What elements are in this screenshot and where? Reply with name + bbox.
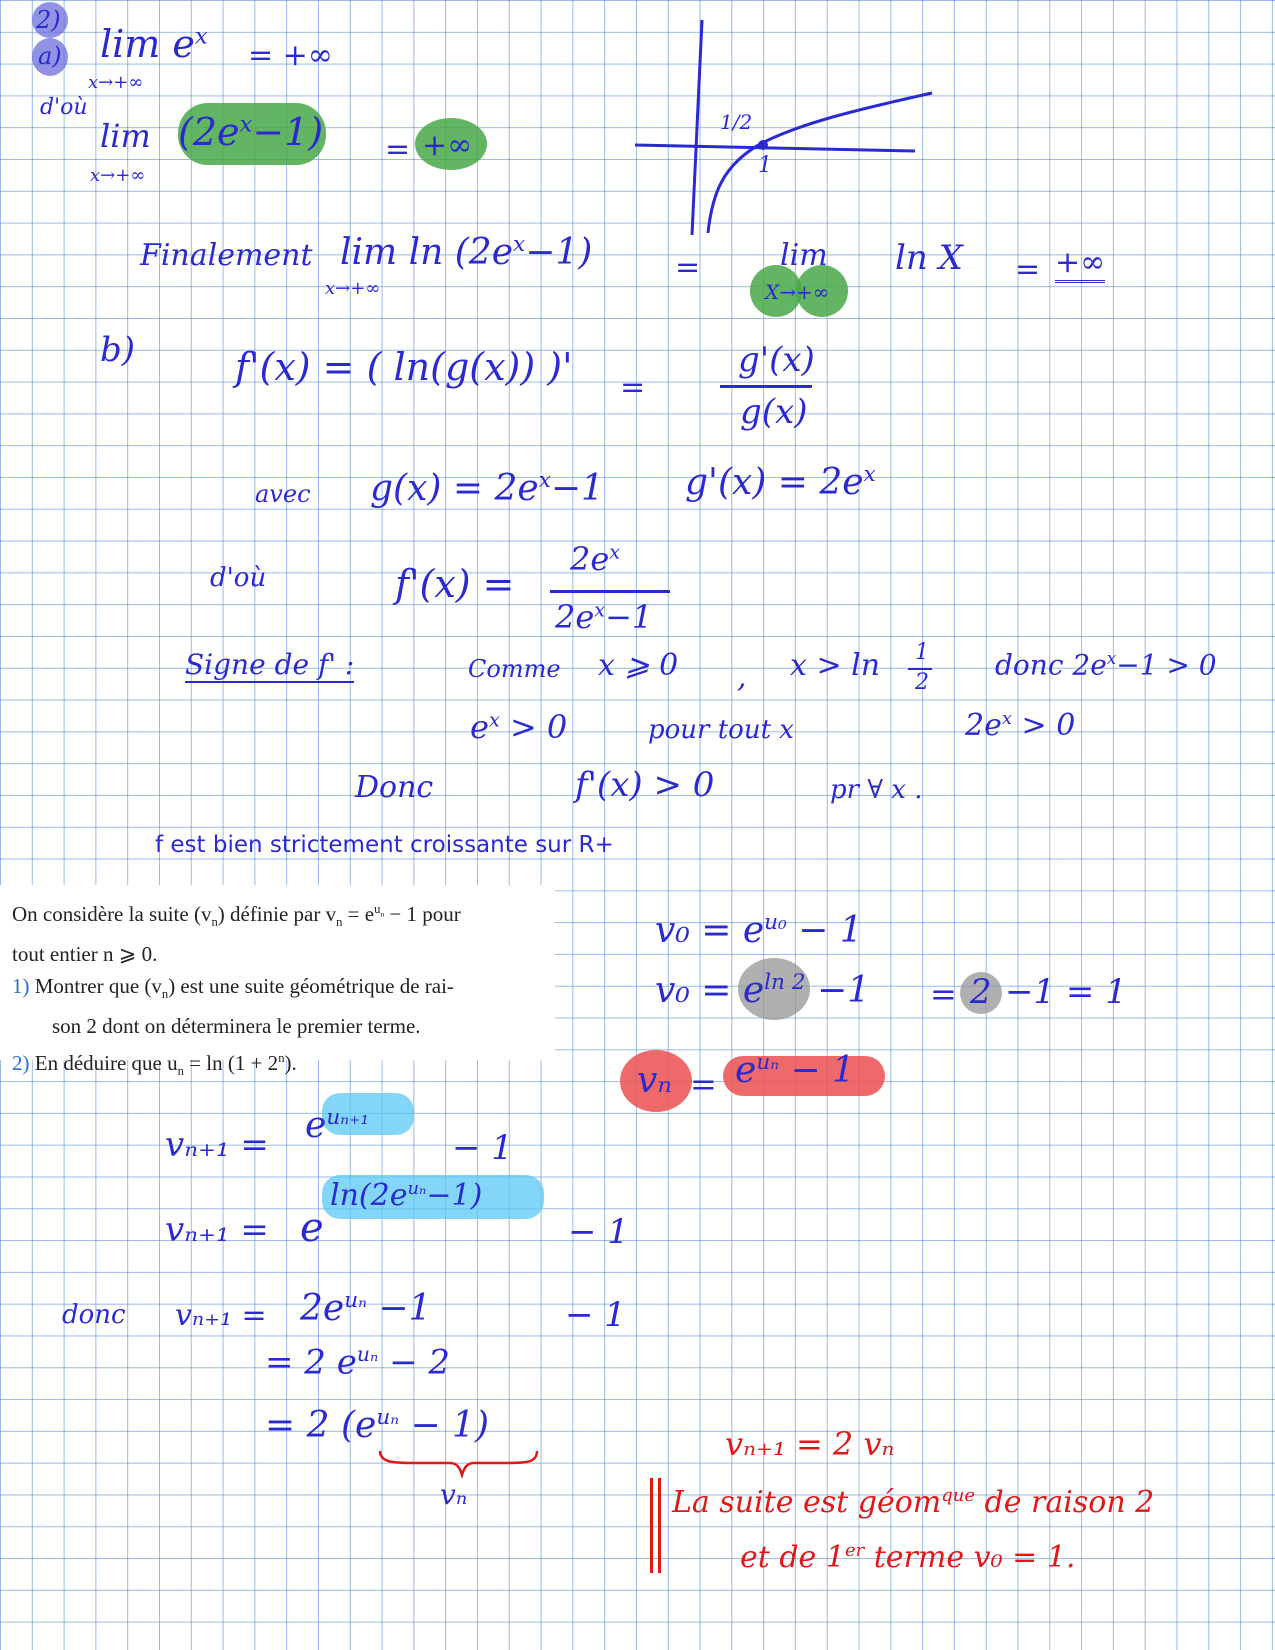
- dou-b: d'où: [210, 563, 267, 593]
- typed-conclusion: f est bien strictement croissante sur R+: [155, 832, 614, 858]
- gp-def: $g'(x) = 2e^x$: [685, 462, 876, 503]
- graph-x-axis: [635, 145, 915, 151]
- vn1-a-rhs: $e^{u_{n+1}}$: [305, 1105, 370, 1146]
- conclusion-bar-2: [658, 1478, 661, 1573]
- v0-two: 2: [970, 972, 992, 1012]
- line-d: = 2 $e^{u_n} - 2$: [265, 1342, 451, 1383]
- final-sub: x→+∞: [325, 278, 381, 299]
- lim2-result: +∞: [422, 128, 473, 163]
- conclusion-line2: et de 1er terme v₀ = 1.: [740, 1540, 1076, 1575]
- brace-label: vₙ: [440, 1478, 468, 1511]
- deriv: f'(x) = ( ln(g(x)) )': [235, 345, 573, 389]
- label-b: b): [100, 330, 136, 370]
- vn1-a: vₙ₊₁ =: [165, 1125, 269, 1165]
- fp-pos: f'(x) > 0: [575, 765, 715, 805]
- final-lim2: lim: [780, 238, 828, 273]
- ex-pos: $e^x > 0$: [470, 708, 568, 746]
- deriv-eq: =: [620, 370, 646, 405]
- graph-one-label: 1: [758, 153, 772, 178]
- v0-line2-eq: =: [930, 975, 957, 1013]
- donc-pos: donc $2e^x-1 > 0$: [995, 648, 1217, 682]
- ln-graph: [630, 15, 950, 240]
- relation: vₙ₊₁ = 2 vₙ: [725, 1425, 895, 1463]
- exercise-line2: tout entier n ⩾ 0.: [12, 942, 158, 967]
- final-lim: $\lim \ln (2e^x-1)$: [340, 232, 593, 273]
- donc-c: donc: [62, 1300, 126, 1330]
- pour-tout: pour tout x: [648, 715, 794, 745]
- exercise-q1-cont: son 2 dont on déterminera le premier terme.: [52, 1014, 421, 1039]
- fp: f'(x) =: [395, 562, 515, 606]
- vn1-b-tail: − 1: [568, 1212, 629, 1252]
- graph-half-label: 1/2: [720, 110, 753, 134]
- x-gt-ln: x > ln: [790, 648, 881, 683]
- v0-line1: $v_0 = e^{u_0} - 1$: [655, 910, 863, 951]
- frac-bar: [720, 385, 812, 388]
- signe-heading: Signe de f' :: [185, 648, 355, 681]
- pr-tout: pr ∀ x .: [830, 775, 923, 805]
- ln-frac-den: 2: [915, 670, 929, 695]
- label-a: a): [38, 42, 62, 70]
- frac-num: g'(x): [738, 340, 815, 380]
- comme: Comme: [468, 655, 561, 683]
- avec: avec: [255, 480, 311, 508]
- vn1-b-exp: $\ln(2e^{u_n}-1)$: [330, 1178, 483, 1213]
- final-eq2: =: [1015, 252, 1041, 287]
- underbrace: [375, 1448, 545, 1478]
- v0-result: −1 = 1: [1005, 972, 1127, 1012]
- lim1: $\lim e^x$: [100, 22, 208, 66]
- finalement: Finalement: [140, 238, 313, 273]
- lim2-sub: x→+∞: [90, 165, 146, 186]
- lim1-sub: x→+∞: [88, 72, 144, 93]
- final-result: +∞: [1055, 245, 1105, 283]
- fp-den: $2e^x-1$: [555, 598, 653, 636]
- vn1-b-rhs: e: [300, 1205, 324, 1251]
- final-eq1: =: [675, 250, 701, 285]
- frac-den: g(x): [740, 392, 808, 432]
- exercise-line1: On considère la suite $(v_n)$ définie par $v_n = e^{u_n} - 1$ pour: [12, 902, 461, 930]
- lim2-expr: $(2e^x-1)$: [178, 110, 324, 154]
- vn1-c: vₙ₊₁ =: [175, 1298, 267, 1333]
- lim1-eq: = +∞: [248, 38, 333, 73]
- fp-frac-bar: [550, 590, 670, 593]
- two-ex-pos: $2e^x > 0$: [965, 708, 1076, 743]
- exercise-q1: 1) Montrer que $(v_n)$ est une suite géométrique de rai-: [12, 974, 454, 1002]
- vn1-c-tail: − 1: [565, 1295, 626, 1335]
- exercise-statement: [0, 885, 555, 1079]
- x-ge-0: x ⩾ 0: [598, 648, 679, 683]
- final-lnX: ln X: [895, 238, 963, 278]
- label-2: 2): [36, 6, 61, 34]
- vn-rhs: $e^{u_n} - 1$: [735, 1050, 855, 1091]
- vn: vₙ: [637, 1060, 672, 1101]
- v0-line2: $v_0 = e^{ln 2} -1$: [655, 970, 871, 1011]
- fp-num: $2e^x$: [570, 540, 621, 578]
- conclusion-bar-1: [650, 1478, 653, 1573]
- vn1-b: vₙ₊₁ =: [165, 1210, 269, 1250]
- conclusion-line1: La suite est géom$^{que}$ de raison 2: [672, 1485, 1155, 1520]
- graph-y-axis: [692, 20, 702, 235]
- ln-frac-num: 1: [915, 640, 929, 665]
- dou-a: d'où: [40, 95, 88, 120]
- g-def: $g(x) = 2e^x-1$: [370, 468, 604, 509]
- final-lim2-sub: X→+∞: [765, 280, 830, 304]
- line-e: = 2 $(e^{u_n} - 1)$: [265, 1405, 489, 1446]
- vn1-a-tail: − 1: [452, 1128, 513, 1168]
- comma: ,: [737, 660, 747, 695]
- donc-b: Donc: [355, 770, 434, 805]
- lim2-eq: =: [385, 132, 411, 167]
- vn1-c-rhs: $2e^{u_n} -1$: [300, 1288, 432, 1329]
- lim2: lim: [100, 117, 151, 155]
- exercise-q2: 2) En déduire que $u_n = \ln (1 + 2^n)$.: [12, 1051, 297, 1079]
- graph-point: [758, 140, 768, 150]
- vn-eq: =: [690, 1065, 717, 1103]
